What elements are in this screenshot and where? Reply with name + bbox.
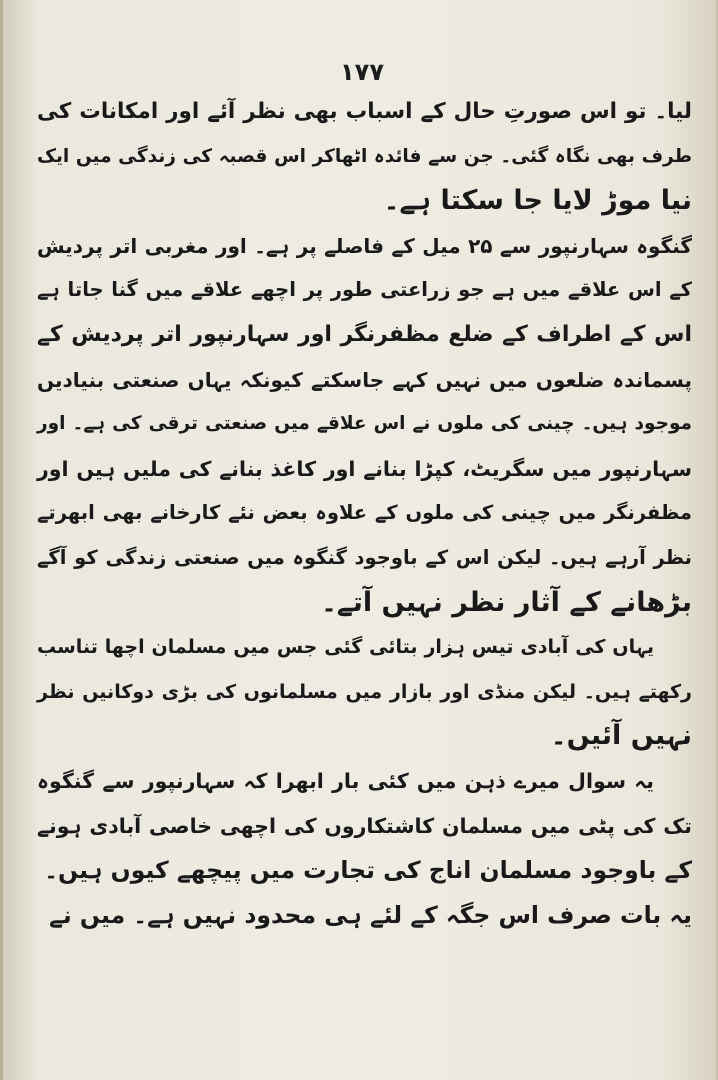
text-line: نہیں آئیں۔ [550, 720, 692, 752]
text-line: پسماندہ ضلعوں میں نہیں کہے جاسکتے کیونکہ یہاں صنعتی بنیادیں [37, 367, 692, 392]
text-line: مظفرنگر میں چینی کی ملوں کے علاوہ بعض نئے کارخانے بھی ابھرتے [37, 501, 692, 525]
text-line: رکھتے ہیں۔ لیکن منڈی اور بازار میں مسلمانوں کی بڑی دوکانیں نظر [37, 680, 692, 703]
text-line: نظر آرہے ہیں۔ لیکن اس کے باوجود گنگوہ میں صنعتی زندگی کو آگے [37, 545, 692, 569]
text-line: بڑھانے کے آثار نظر نہیں آتے۔ [321, 586, 692, 618]
text-line: موجود ہیں۔ چینی کی ملوں نے اس علاقے میں صنعتی ترقی کی ہے۔ اور [37, 413, 692, 435]
page-body-text [37, 90, 692, 937]
text-line: کے اس علاقے میں ہے جو زراعتی طور پر اچھے علاقے میں گنا جاتا ہے [37, 278, 692, 302]
text-line: یہاں کی آبادی تیس ہزار بتائی گئی جس میں مسلمان اچھا تناسب [37, 636, 654, 659]
text-line: طرف بھی نگاہ گئی۔ جن سے فائدہ اٹھاکر اس قصبہ کی زندگی میں ایک [37, 145, 692, 167]
text-line: یہ سوال میرے ذہن میں کئی بار ابھرا کہ سہارنپور سے گنگوہ [37, 768, 654, 793]
text-line: اس کے اطراف کے ضلع مظفرنگر اور سہارنپور اتر پردیش کے [37, 321, 692, 347]
text-line: تک کی پٹی میں مسلمان کاشتکاروں کی اچھی خاصی آبادی ہونے [37, 813, 692, 838]
text-line: نیا موڑ لایا جا سکتا ہے۔ [383, 185, 692, 217]
text-line: لیا۔ تو اس صورتِ حال کے اسباب بھی نظر آئے اور امکانات کی [37, 99, 692, 124]
page-number: ۱۷۷ [340, 58, 384, 86]
text-line: سہارنپور میں سگریٹ، کپڑا بنانے اور کاغذ بنانے کی ملیں ہیں اور [37, 456, 692, 481]
text-line: یہ بات صرف اس جگہ کے لئے ہی محدود نہیں ہے۔ میں نے [49, 900, 692, 929]
text-line: گنگوہ سہارنپور سے ۲۵ میل کے فاصلے پر ہے۔ اور مغربی اتر پردیش [37, 233, 692, 258]
text-line: کے باوجود مسلمان اناج کی تجارت میں پیچھے کیوں ہیں۔ [44, 856, 692, 885]
